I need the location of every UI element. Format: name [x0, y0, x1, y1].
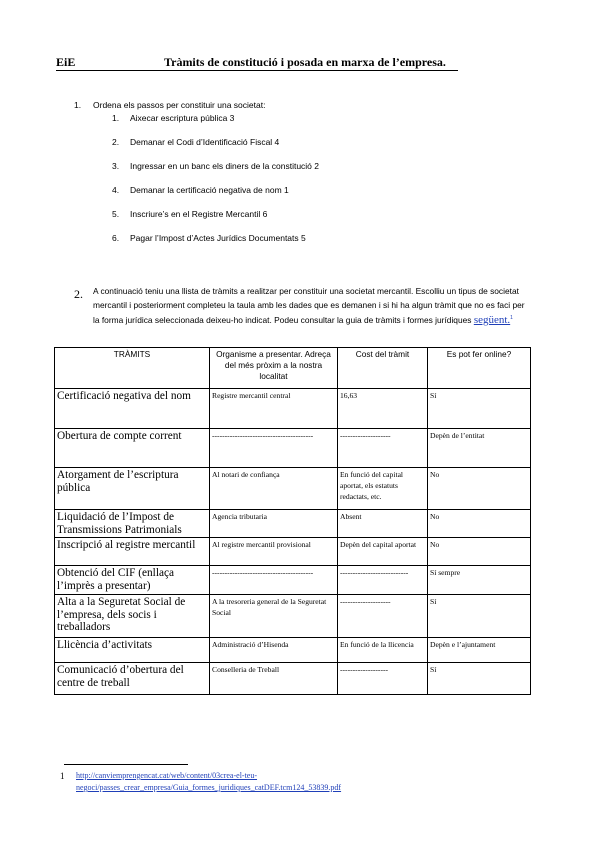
online-cell: No — [428, 538, 531, 566]
step-item — [112, 233, 306, 243]
step-number: 5. — [112, 209, 120, 219]
online-cell: Sí — [428, 389, 531, 429]
procedure-cell: Comunicació d’obertura del centre de treball — [55, 663, 210, 695]
step-number: 3. — [112, 161, 120, 171]
organism-cell: Agencia tributaria — [210, 510, 338, 538]
cost-cell: En funció del capital aportat, els estatuts redactats, etc. — [338, 468, 428, 510]
footnote-reference[interactable]: 1 — [510, 315, 513, 321]
step-item — [112, 185, 289, 195]
document-title: Tràmits de constitució i posada en marxa de l’empresa. — [164, 55, 446, 69]
online-cell: Depèn e l’ajuntament — [428, 638, 531, 663]
table-row — [55, 638, 531, 663]
organism-cell: A la tresoreria general de la Seguretat Social — [210, 595, 338, 638]
step-text: Demanar la certificació negativa de nom 1 — [130, 185, 289, 195]
cost-cell: Depèn del capital aportat — [338, 538, 428, 566]
organism-cell: Conselleria de Treball — [210, 663, 338, 695]
cost-cell: -------------------- — [338, 429, 428, 468]
cost-cell: 16,63 — [338, 389, 428, 429]
header-organism: Organisme a presentar. Adreça del més pròxim a la nostra localitat — [210, 348, 338, 389]
step-number: 4. — [112, 185, 120, 195]
online-cell: Sí — [428, 663, 531, 695]
procedure-cell: Llicència d’activitats — [55, 638, 210, 663]
step-text: Inscriure’s en el Registre Mercantil 6 — [130, 209, 268, 219]
table-row — [55, 510, 531, 538]
organism-cell: Al registre mercantil provisional — [210, 538, 338, 566]
online-cell: No — [428, 468, 531, 510]
procedure-cell: Alta a la Seguretat Social de l’empresa, dels socis i treballadors — [55, 595, 210, 638]
procedure-cell: Inscripció al registre mercantil — [55, 538, 210, 566]
procedure-cell: Obtenció del CIF (enllaça l’imprès a presentar) — [55, 566, 210, 595]
question-2-body: A continuació teniu una llista de tràmits a realitzar per constituir una societat mercantil. Escolliu un tipus de societat mercantil i posteriorment completeu la taula amb les dades que es demanen i si hi ha algun tràmit que no es faci per la forma jurídica seleccionada deixeu-ho indicat. Podeu consultar la guia de tràmits i formes jurídiques — [93, 286, 525, 325]
organism-cell: ---------------------------------------- — [210, 429, 338, 468]
procedure-cell: Certificació negativa del nom — [55, 389, 210, 429]
table-row — [55, 663, 531, 695]
organism-cell: Al notari de confiança — [210, 468, 338, 510]
online-cell: No — [428, 510, 531, 538]
step-item — [112, 113, 234, 123]
question-1-text: Ordena els passos per constituir una societat: — [93, 100, 266, 110]
table-row — [55, 468, 531, 510]
table-row — [55, 389, 531, 429]
step-text: Ingressar en un banc els diners de la constitució 2 — [130, 161, 320, 171]
document-header — [56, 56, 458, 71]
footnote-number: 1 — [60, 771, 65, 781]
guide-link[interactable]: següent. — [473, 313, 511, 326]
step-item — [112, 161, 319, 171]
cost-cell: Absent — [338, 510, 428, 538]
step-text: Demanar el Codi d’Identificació Fiscal 4 — [130, 137, 280, 147]
organism-cell: Registre mercantil central — [210, 389, 338, 429]
cost-cell: -------------------- — [338, 595, 428, 638]
step-item — [112, 209, 267, 219]
step-number: 6. — [112, 233, 120, 243]
online-cell: Depèn de l’entitat — [428, 429, 531, 468]
question-1-number: 1. — [74, 100, 82, 110]
step-text: Pagar l’Impost d’Actes Jurídics Documentats 5 — [130, 233, 306, 243]
table-row — [55, 595, 531, 638]
online-cell: Sí — [428, 595, 531, 638]
cost-cell: --------------------------- — [338, 566, 428, 595]
organism-cell: ---------------------------------------- — [210, 566, 338, 595]
organism-cell: Administració d’Hisenda — [210, 638, 338, 663]
procedure-cell: Obertura de compte corrent — [55, 429, 210, 468]
step-number: 2. — [112, 137, 120, 147]
table-row — [55, 538, 531, 566]
table-row — [55, 429, 531, 468]
procedure-cell: Liquidació de l’Impost de Transmissions Patrimonials — [55, 510, 210, 538]
header-online: Es pot fer online? — [428, 348, 531, 389]
table-header-row — [55, 348, 531, 389]
question-2-text — [93, 285, 533, 327]
footnote-divider — [64, 764, 188, 765]
question-2-number: 2. — [74, 287, 83, 301]
step-item — [112, 137, 279, 147]
header-cost: Cost del tràmit — [338, 348, 428, 389]
procedure-cell: Atorgament de l’escriptura pública — [55, 468, 210, 510]
step-text: Aixecar escriptura pública 3 — [130, 113, 235, 123]
subject-code: EiE — [56, 55, 76, 69]
cost-cell: ------------------- — [338, 663, 428, 695]
header-procedures: TRÀMITS — [55, 348, 210, 389]
table-row — [55, 566, 531, 595]
footnote-link[interactable]: http://canviemprengencat.cat/web/content/03crea-el-teu-negoci/passes_crear_empresa/Guia_formes_juridiques_catDEF.tcm124_53839.pdf — [76, 771, 342, 792]
procedures-table — [54, 347, 531, 695]
online-cell: Sí sempre — [428, 566, 531, 595]
cost-cell: En funció de la llicencia — [338, 638, 428, 663]
step-number: 1. — [112, 113, 120, 123]
